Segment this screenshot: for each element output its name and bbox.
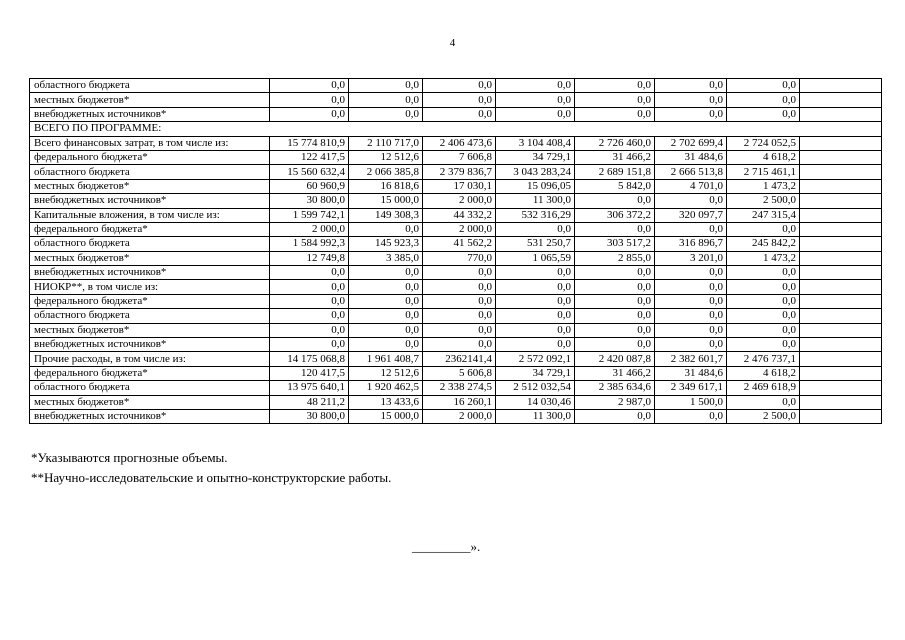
row-label: НИОКР**, в том числе из:: [30, 280, 270, 294]
value-cell: 145 923,3: [349, 237, 423, 251]
value-cell: 2 406 473,6: [423, 136, 496, 150]
value-cell: 0,0: [655, 280, 727, 294]
value-cell: 0,0: [270, 294, 349, 308]
value-cell: 1 500,0: [655, 395, 727, 409]
value-cell: 0,0: [423, 323, 496, 337]
value-cell: 0,0: [496, 222, 575, 236]
value-cell: 2 066 385,8: [349, 165, 423, 179]
value-cell: 15 000,0: [349, 194, 423, 208]
value-cell: 0,0: [349, 107, 423, 121]
value-cell: 0,0: [423, 338, 496, 352]
value-cell: 31 484,6: [655, 150, 727, 164]
value-cell: 60 960,9: [270, 179, 349, 193]
value-cell: 0,0: [727, 93, 800, 107]
value-cell: 31 466,2: [575, 150, 655, 164]
table-row: [30, 409, 882, 423]
value-cell: 0,0: [575, 222, 655, 236]
budget-table: [29, 78, 882, 424]
value-cell: 0,0: [496, 266, 575, 280]
value-cell: 44 332,2: [423, 208, 496, 222]
value-cell: 2 385 634,6: [575, 381, 655, 395]
value-cell: 15 000,0: [349, 409, 423, 423]
value-cell: 0,0: [655, 409, 727, 423]
closing-quote: _________».: [412, 539, 481, 554]
table-row: [30, 194, 882, 208]
table-row: [30, 79, 882, 93]
value-cell: 0,0: [423, 309, 496, 323]
value-cell: 0,0: [496, 323, 575, 337]
row-label: местных бюджетов*: [30, 395, 270, 409]
value-cell: 4 618,2: [727, 150, 800, 164]
row-label: местных бюджетов*: [30, 323, 270, 337]
value-cell: 0,0: [270, 266, 349, 280]
table-row: [30, 165, 882, 179]
value-cell: 0,0: [727, 79, 800, 93]
empty-cell: [800, 165, 882, 179]
value-cell: 30 800,0: [270, 194, 349, 208]
row-label: Капитальные вложения, в том числе из:: [30, 208, 270, 222]
row-label: внебюджетных источников*: [30, 194, 270, 208]
empty-cell: [800, 395, 882, 409]
value-cell: 0,0: [423, 266, 496, 280]
value-cell: 41 562,2: [423, 237, 496, 251]
table-row: [30, 122, 882, 136]
value-cell: 2 500,0: [727, 409, 800, 423]
value-cell: 0,0: [496, 338, 575, 352]
value-cell: 2 379 836,7: [423, 165, 496, 179]
value-cell: 14 030,46: [496, 395, 575, 409]
value-cell: 0,0: [270, 79, 349, 93]
value-cell: 0,0: [496, 309, 575, 323]
value-cell: 12 512,6: [349, 366, 423, 380]
empty-cell: [800, 237, 882, 251]
empty-cell: [800, 179, 882, 193]
value-cell: 0,0: [727, 395, 800, 409]
value-cell: 14 175 068,8: [270, 352, 349, 366]
value-cell: 15 560 632,4: [270, 165, 349, 179]
empty-cell: [800, 222, 882, 236]
value-cell: 532 316,29: [496, 208, 575, 222]
value-cell: 2 572 092,1: [496, 352, 575, 366]
value-cell: 0,0: [496, 79, 575, 93]
value-cell: 0,0: [349, 309, 423, 323]
page-number: 4: [449, 37, 456, 49]
value-cell: 0,0: [270, 323, 349, 337]
row-label: внебюджетных источников*: [30, 409, 270, 423]
row-label: федерального бюджета*: [30, 294, 270, 308]
value-cell: 0,0: [575, 194, 655, 208]
value-cell: 1 599 742,1: [270, 208, 349, 222]
value-cell: 2 110 717,0: [349, 136, 423, 150]
value-cell: 120 417,5: [270, 366, 349, 380]
table-row: [30, 266, 882, 280]
table-row: [30, 366, 882, 380]
value-cell: 2 349 617,1: [655, 381, 727, 395]
value-cell: 0,0: [496, 280, 575, 294]
empty-cell: [800, 107, 882, 121]
table-row: [30, 352, 882, 366]
value-cell: 3 104 408,4: [496, 136, 575, 150]
table-row: [30, 323, 882, 337]
value-cell: 1 961 408,7: [349, 352, 423, 366]
value-cell: 2 726 460,0: [575, 136, 655, 150]
value-cell: 0,0: [349, 266, 423, 280]
table-row: [30, 338, 882, 352]
value-cell: 0,0: [270, 93, 349, 107]
value-cell: 0,0: [496, 93, 575, 107]
value-cell: 316 896,7: [655, 237, 727, 251]
value-cell: 0,0: [423, 107, 496, 121]
value-cell: 0,0: [423, 79, 496, 93]
value-cell: 2 724 052,5: [727, 136, 800, 150]
value-cell: 2 469 618,9: [727, 381, 800, 395]
table-row: [30, 208, 882, 222]
value-cell: 0,0: [575, 338, 655, 352]
footnote-niokr: **Научно-исследовательские и опытно-конструкторские работы.: [31, 470, 392, 485]
empty-cell: [800, 294, 882, 308]
table-row: [30, 381, 882, 395]
row-label: Всего финансовых затрат, в том числе из:: [30, 136, 270, 150]
value-cell: 0,0: [349, 222, 423, 236]
value-cell: 12 512,6: [349, 150, 423, 164]
value-cell: 0,0: [270, 107, 349, 121]
value-cell: 0,0: [575, 323, 655, 337]
value-cell: 0,0: [575, 309, 655, 323]
value-cell: 0,0: [270, 338, 349, 352]
value-cell: 0,0: [423, 294, 496, 308]
value-cell: 34 729,1: [496, 366, 575, 380]
empty-cell: [800, 150, 882, 164]
value-cell: 2 702 699,4: [655, 136, 727, 150]
value-cell: 1 065,59: [496, 251, 575, 265]
row-label: внебюджетных источников*: [30, 107, 270, 121]
value-cell: 149 308,3: [349, 208, 423, 222]
row-label: областного бюджета: [30, 237, 270, 251]
value-cell: 1 584 992,3: [270, 237, 349, 251]
value-cell: 3 043 283,24: [496, 165, 575, 179]
value-cell: 0,0: [727, 280, 800, 294]
value-cell: 0,0: [270, 309, 349, 323]
value-cell: 0,0: [575, 266, 655, 280]
value-cell: 17 030,1: [423, 179, 496, 193]
value-cell: 48 211,2: [270, 395, 349, 409]
table-row: [30, 395, 882, 409]
value-cell: 770,0: [423, 251, 496, 265]
value-cell: 1 473,2: [727, 179, 800, 193]
row-label: внебюджетных источников*: [30, 266, 270, 280]
value-cell: 31 484,6: [655, 366, 727, 380]
value-cell: 34 729,1: [496, 150, 575, 164]
value-cell: 531 250,7: [496, 237, 575, 251]
value-cell: 0,0: [349, 79, 423, 93]
value-cell: 11 300,0: [496, 194, 575, 208]
value-cell: 5 842,0: [575, 179, 655, 193]
value-cell: 0,0: [575, 294, 655, 308]
row-label: местных бюджетов*: [30, 179, 270, 193]
value-cell: 2 715 461,1: [727, 165, 800, 179]
value-cell: 2 855,0: [575, 251, 655, 265]
value-cell: 0,0: [575, 280, 655, 294]
empty-cell: [800, 323, 882, 337]
empty-cell: [800, 251, 882, 265]
value-cell: 0,0: [575, 107, 655, 121]
value-cell: 2 000,0: [423, 409, 496, 423]
value-cell: 2 000,0: [423, 194, 496, 208]
table-row: [30, 222, 882, 236]
value-cell: 0,0: [496, 294, 575, 308]
value-cell: 0,0: [655, 266, 727, 280]
value-cell: 2 476 737,1: [727, 352, 800, 366]
footnote-forecast: *Указываются прогнозные объемы.: [31, 450, 228, 465]
row-label: внебюджетных источников*: [30, 338, 270, 352]
table-row: [30, 107, 882, 121]
value-cell: 1 920 462,5: [349, 381, 423, 395]
row-label: федерального бюджета*: [30, 366, 270, 380]
value-cell: 320 097,7: [655, 208, 727, 222]
value-cell: 15 096,05: [496, 179, 575, 193]
table-row: [30, 150, 882, 164]
value-cell: 0,0: [655, 107, 727, 121]
empty-cell: [800, 136, 882, 150]
value-cell: 0,0: [655, 93, 727, 107]
value-cell: 0,0: [423, 280, 496, 294]
row-label: Прочие расходы, в том числе из:: [30, 352, 270, 366]
empty-cell: [800, 352, 882, 366]
value-cell: 3 385,0: [349, 251, 423, 265]
table-row: [30, 280, 882, 294]
row-label: областного бюджета: [30, 165, 270, 179]
value-cell: 13 433,6: [349, 395, 423, 409]
empty-cell: [800, 266, 882, 280]
empty-cell: [800, 79, 882, 93]
value-cell: 0,0: [727, 309, 800, 323]
value-cell: 3 201,0: [655, 251, 727, 265]
value-cell: 5 606,8: [423, 366, 496, 380]
value-cell: 7 606,8: [423, 150, 496, 164]
value-cell: 0,0: [727, 107, 800, 121]
row-label: областного бюджета: [30, 309, 270, 323]
value-cell: 122 417,5: [270, 150, 349, 164]
value-cell: 30 800,0: [270, 409, 349, 423]
row-label: областного бюджета: [30, 381, 270, 395]
empty-cell: [800, 194, 882, 208]
value-cell: 2 338 274,5: [423, 381, 496, 395]
empty-cell: [800, 338, 882, 352]
value-cell: 2 987,0: [575, 395, 655, 409]
value-cell: 0,0: [655, 79, 727, 93]
value-cell: 16 260,1: [423, 395, 496, 409]
value-cell: 245 842,2: [727, 237, 800, 251]
value-cell: 0,0: [270, 280, 349, 294]
value-cell: 0,0: [423, 93, 496, 107]
value-cell: 13 975 640,1: [270, 381, 349, 395]
value-cell: 306 372,2: [575, 208, 655, 222]
value-cell: 31 466,2: [575, 366, 655, 380]
value-cell: 0,0: [575, 93, 655, 107]
value-cell: 0,0: [727, 266, 800, 280]
empty-cell: [800, 93, 882, 107]
empty-cell: [800, 309, 882, 323]
empty-cell: [800, 280, 882, 294]
value-cell: 15 774 810,9: [270, 136, 349, 150]
value-cell: 2 000,0: [270, 222, 349, 236]
value-cell: 0,0: [349, 93, 423, 107]
value-cell: 303 517,2: [575, 237, 655, 251]
value-cell: 0,0: [727, 323, 800, 337]
value-cell: 4 618,2: [727, 366, 800, 380]
value-cell: 2 420 087,8: [575, 352, 655, 366]
value-cell: 0,0: [349, 294, 423, 308]
row-label: местных бюджетов*: [30, 93, 270, 107]
table-body: [30, 79, 882, 424]
value-cell: 0,0: [655, 323, 727, 337]
table-row: [30, 93, 882, 107]
empty-cell: [800, 381, 882, 395]
table-row: [30, 179, 882, 193]
value-cell: 0,0: [349, 323, 423, 337]
table-row: [30, 136, 882, 150]
value-cell: 0,0: [655, 294, 727, 308]
value-cell: 0,0: [727, 222, 800, 236]
empty-cell: [800, 366, 882, 380]
empty-cell: [800, 409, 882, 423]
value-cell: 0,0: [496, 107, 575, 121]
table-row: [30, 309, 882, 323]
value-cell: 0,0: [575, 79, 655, 93]
table-row: [30, 294, 882, 308]
value-cell: 0,0: [727, 294, 800, 308]
value-cell: 16 818,6: [349, 179, 423, 193]
value-cell: 0,0: [655, 194, 727, 208]
value-cell: 247 315,4: [727, 208, 800, 222]
row-label: ВСЕГО ПО ПРОГРАММЕ:: [30, 122, 882, 136]
value-cell: 12 749,8: [270, 251, 349, 265]
value-cell: 4 701,0: [655, 179, 727, 193]
value-cell: 2362141,4: [423, 352, 496, 366]
value-cell: 2 500,0: [727, 194, 800, 208]
table-row: [30, 237, 882, 251]
row-label: местных бюджетов*: [30, 251, 270, 265]
value-cell: 0,0: [727, 338, 800, 352]
table-row: [30, 251, 882, 265]
value-cell: 0,0: [655, 338, 727, 352]
value-cell: 2 689 151,8: [575, 165, 655, 179]
value-cell: 0,0: [349, 338, 423, 352]
value-cell: 2 000,0: [423, 222, 496, 236]
row-label: федерального бюджета*: [30, 222, 270, 236]
row-label: областного бюджета: [30, 79, 270, 93]
row-label: федерального бюджета*: [30, 150, 270, 164]
value-cell: 2 666 513,8: [655, 165, 727, 179]
empty-cell: [800, 208, 882, 222]
value-cell: 2 512 032,54: [496, 381, 575, 395]
value-cell: 11 300,0: [496, 409, 575, 423]
value-cell: 2 382 601,7: [655, 352, 727, 366]
value-cell: 0,0: [575, 409, 655, 423]
value-cell: 1 473,2: [727, 251, 800, 265]
value-cell: 0,0: [349, 280, 423, 294]
value-cell: 0,0: [655, 222, 727, 236]
value-cell: 0,0: [655, 309, 727, 323]
